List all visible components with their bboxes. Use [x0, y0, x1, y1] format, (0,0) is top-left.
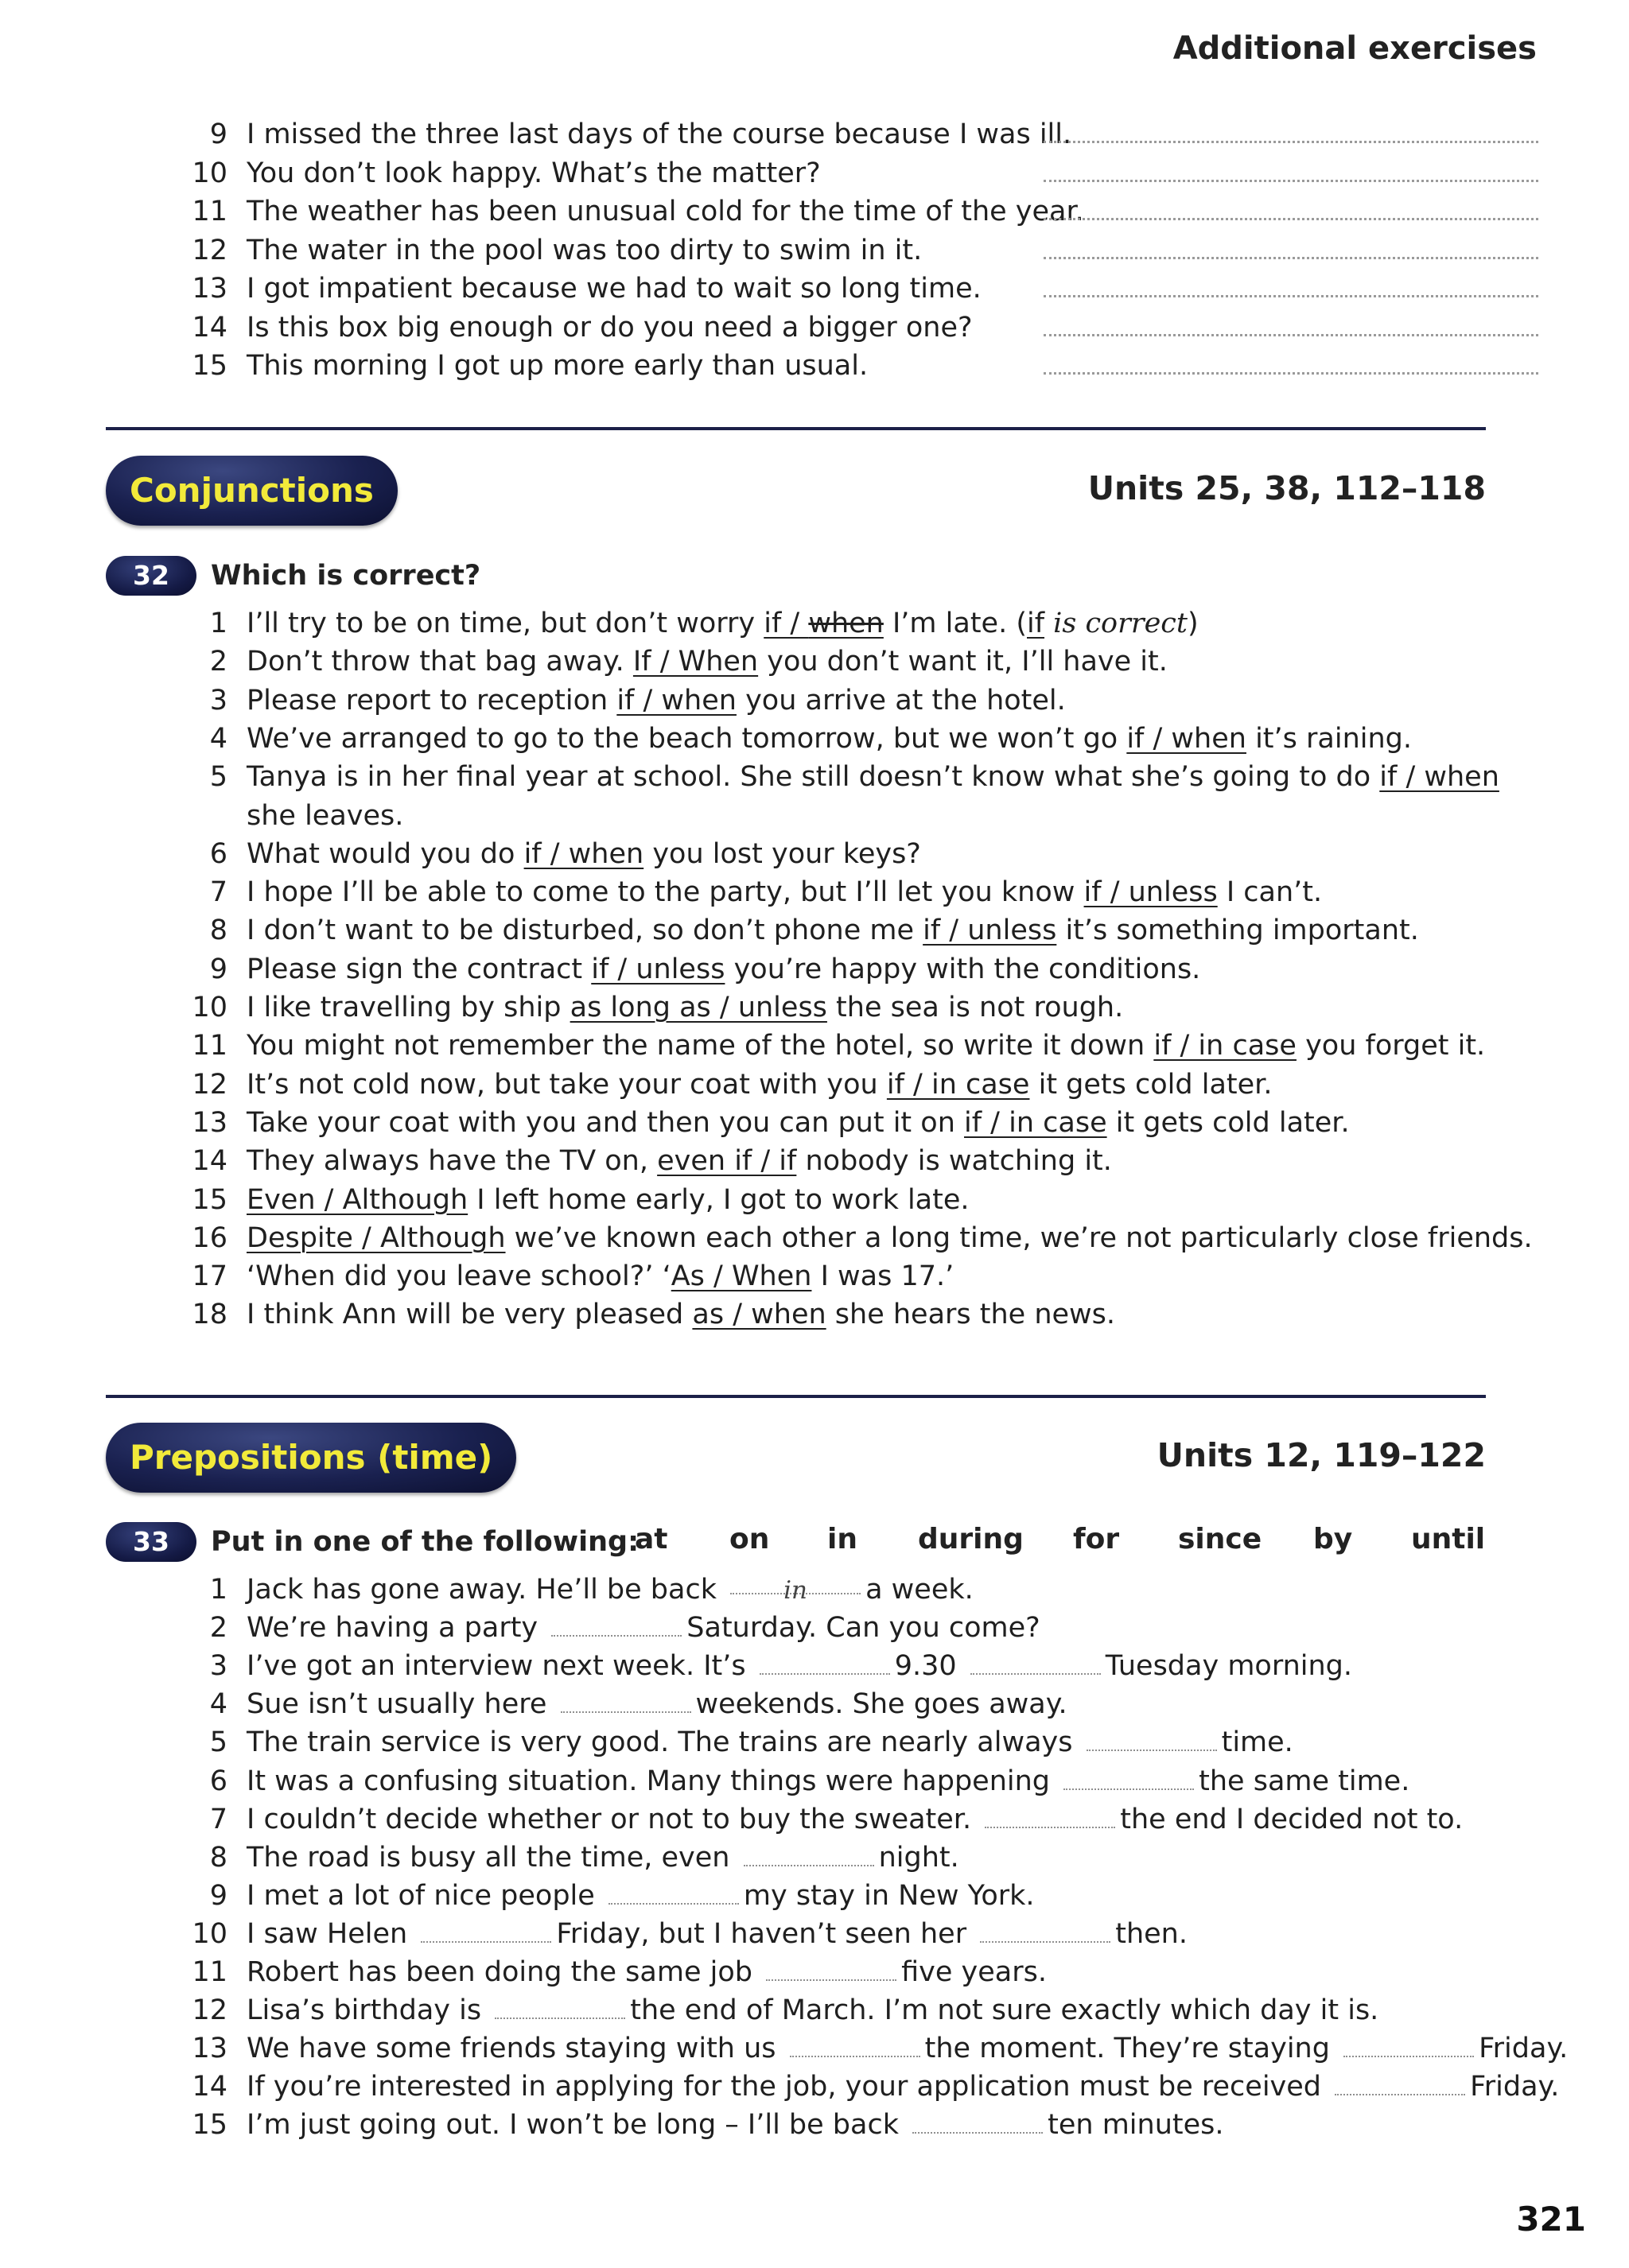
list-item — [56, 2106, 1629, 2145]
list-item — [56, 154, 1629, 193]
item-number: 4 — [209, 722, 227, 755]
item-text — [247, 1609, 1040, 1648]
list-item — [56, 720, 1629, 759]
sentence-part: 9.30 — [894, 1650, 966, 1683]
sentence-part: I hope I’ll be able to come to the party, but I’ll let you know — [247, 876, 1084, 909]
answer-gap[interactable] — [1063, 1766, 1194, 1790]
sentence-part: ) — [1187, 608, 1199, 639]
item-number: 8 — [209, 1841, 227, 1874]
answer-line[interactable] — [1044, 180, 1538, 182]
answer-gap[interactable] — [1087, 1727, 1217, 1751]
sentence-part: nobody is watching it. — [796, 1145, 1112, 1178]
item-number: 13 — [192, 1106, 227, 1139]
word-bank-item: in — [827, 1523, 857, 1555]
item-number: 7 — [209, 876, 227, 909]
exercise-number-badge: 32 — [106, 556, 196, 596]
sentence-part: I’ll try to be on time, but don’t worry — [247, 608, 764, 639]
sentence-part: Jack has gone away. He’ll be back — [247, 1574, 726, 1606]
choice-text: if / in case — [886, 1068, 1030, 1101]
item-number: 13 — [192, 273, 227, 305]
choice-options[interactable] — [692, 1299, 826, 1330]
sentence-part: the same time. — [1199, 1765, 1410, 1797]
sentence-part: you’re happy with the conditions. — [725, 953, 1201, 985]
item-text — [247, 1066, 1272, 1105]
sentence-part: it gets cold later. — [1106, 1106, 1350, 1139]
sentence-part: a week. — [865, 1574, 974, 1606]
item-text — [247, 1685, 1067, 1724]
choice-options[interactable] — [964, 1107, 1107, 1139]
sentence-part: you don’t want it, I’ll have it. — [758, 646, 1168, 678]
sentence-part: Friday, but I haven’t seen her — [556, 1917, 976, 1950]
sentence-part: If you’re interested in applying for the job, your application must be received — [247, 2071, 1331, 2103]
item-text — [247, 1142, 1112, 1181]
choice-text: even if / if — [657, 1145, 797, 1178]
answer-gap[interactable] — [970, 1651, 1101, 1675]
choice-text: if / when — [1126, 722, 1246, 755]
sentence-part: I can’t. — [1217, 876, 1323, 909]
item-text — [247, 643, 1168, 682]
sentence-part: then. — [1115, 1917, 1188, 1950]
answer-line[interactable] — [1044, 372, 1538, 375]
list-item — [56, 873, 1629, 912]
sentence-part: I couldn’t decide whether or not to buy the sweater. — [247, 1803, 981, 1835]
item-text — [247, 1257, 954, 1296]
choice-options[interactable] — [570, 992, 827, 1023]
list-item — [56, 1104, 1629, 1143]
item-number: 17 — [192, 1260, 227, 1293]
sentence-part: I don’t want to be disturbed, so don’t phone me — [247, 915, 923, 947]
item-text: You don’t look happy. What’s the matter? — [247, 157, 821, 189]
answer-gap[interactable] — [551, 1613, 682, 1637]
list-item — [56, 604, 1629, 643]
item-number: 1 — [209, 1574, 227, 1606]
sentence-part: We’re having a party — [247, 1612, 547, 1645]
list-item — [56, 192, 1629, 231]
answer-gap[interactable] — [744, 1843, 874, 1866]
answer-line[interactable] — [1044, 218, 1538, 220]
item-number: 14 — [192, 2071, 227, 2103]
word-bank-item: for — [1073, 1523, 1120, 1555]
answer-gap[interactable] — [912, 2110, 1043, 2134]
sentence-part: night. — [878, 1841, 959, 1874]
sentence-part: Saturday. Can you come? — [686, 1612, 1040, 1645]
choice-options[interactable] — [247, 1184, 468, 1216]
choice-options[interactable] — [591, 953, 725, 985]
choice-text: as / when — [692, 1299, 826, 1331]
item-text — [247, 604, 1199, 643]
section-title-conjunctions: Conjunctions — [106, 456, 398, 526]
choice-text: if / unless — [923, 915, 1057, 947]
list-item — [56, 1953, 1629, 1992]
word-bank-item: at — [635, 1523, 668, 1555]
item-number: 15 — [192, 350, 227, 382]
sentence-part: I was 17.’ — [811, 1260, 954, 1293]
section-divider — [106, 1395, 1486, 1398]
item-text — [247, 1915, 1188, 1954]
item-text: The weather has been unusual cold for the time of the year. — [247, 196, 1084, 227]
item-text — [247, 2106, 1224, 2145]
choice-text: if / unless — [591, 953, 725, 985]
sentence-part: you arrive at the hotel. — [736, 684, 1066, 717]
item-text — [247, 1181, 970, 1220]
list-item — [56, 1295, 1629, 1334]
item-number: 5 — [209, 761, 227, 794]
list-item — [56, 1609, 1629, 1648]
choice-text: as long as / unless — [570, 992, 827, 1023]
item-text: I got impatient because we had to wait so long time. — [247, 273, 982, 305]
item-number: 15 — [192, 2109, 227, 2142]
list-item — [56, 1571, 1629, 1610]
sentence-part: Tanya is in her final year at school. She still doesn’t know what she’s going to do — [247, 761, 1380, 794]
item-number: 11 — [192, 1030, 227, 1062]
answer-gap[interactable] — [495, 1995, 625, 2019]
choice-text: As / When — [671, 1260, 812, 1293]
choice-text: if / unless — [1083, 876, 1218, 909]
answer-gap[interactable] — [1343, 2033, 1474, 2057]
item-text — [247, 1991, 1378, 2030]
choice-options[interactable] — [764, 608, 884, 639]
sentence-part: I met a lot of nice people — [247, 1879, 604, 1912]
answer-gap[interactable] — [421, 1919, 551, 1943]
exercise-instruction: Put in one of the following: — [211, 1526, 640, 1558]
sentence-part: time. — [1221, 1726, 1293, 1759]
list-item — [56, 682, 1629, 720]
sentence-part: We’ve arranged to go to the beach tomorrow, but we won’t go — [247, 722, 1127, 755]
answer-line[interactable] — [1044, 257, 1538, 259]
choice-options[interactable] — [1153, 1030, 1297, 1062]
sentence-part: weekends. She goes away. — [695, 1688, 1067, 1721]
answer-line[interactable] — [1044, 141, 1538, 143]
choice-text: if / when — [523, 837, 644, 870]
item-text — [247, 797, 403, 836]
list-item — [56, 835, 1629, 874]
item-number: 13 — [192, 2033, 227, 2065]
word-bank-item: until — [1411, 1523, 1486, 1555]
answer-gap[interactable] — [730, 1571, 861, 1605]
list-item — [56, 1915, 1629, 1954]
list-item — [56, 1066, 1629, 1105]
item-text — [247, 1219, 1533, 1258]
choice-options[interactable] — [524, 838, 644, 870]
item-number: 11 — [192, 1956, 227, 1988]
exercise-instruction: Which is correct? — [211, 560, 481, 592]
answer-note: is correct — [1044, 608, 1188, 639]
item-number: 5 — [209, 1726, 227, 1759]
choice-options[interactable] — [1379, 761, 1499, 793]
sentence-part: five years. — [901, 1956, 1047, 1988]
answer-gap[interactable] — [561, 1689, 691, 1713]
list-item — [56, 270, 1629, 309]
choice-options[interactable] — [923, 915, 1056, 946]
sentence-part: Don’t throw that bag away. — [247, 646, 633, 678]
item-text — [247, 1104, 1350, 1143]
choice-options[interactable] — [1084, 876, 1218, 908]
word-bank-item: since — [1178, 1523, 1262, 1555]
list-item — [56, 758, 1629, 797]
choice-text: if / in case — [1153, 1030, 1297, 1062]
answer-gap[interactable] — [760, 1651, 890, 1675]
list-item — [56, 115, 1629, 154]
sentence-part: I saw Helen — [247, 1917, 417, 1950]
sentence-part: It’s not cold now, but take your coat with you — [247, 1068, 887, 1101]
list-item — [56, 988, 1629, 1027]
list-item — [56, 2029, 1629, 2068]
item-number: 12 — [192, 234, 227, 266]
sentence-part: Please sign the contract — [247, 953, 592, 985]
sentence-part: the moment. They’re staying — [924, 2033, 1339, 2065]
list-item — [56, 797, 1629, 836]
item-number: 3 — [209, 684, 227, 717]
sentence-part: Lisa’s birthday is — [247, 1994, 491, 2027]
sentence-part: They always have the TV on, — [247, 1145, 658, 1178]
list-item — [56, 643, 1629, 682]
answer-gap[interactable] — [790, 2033, 920, 2057]
answer-gap[interactable] — [980, 1919, 1110, 1943]
answer-gap[interactable] — [985, 1804, 1115, 1828]
sentence-part: it’s raining. — [1246, 722, 1413, 755]
item-text — [247, 988, 1123, 1027]
answer-gap[interactable] — [608, 1881, 739, 1905]
list-item — [56, 231, 1629, 270]
crossed-out-choice: when — [808, 608, 884, 639]
choice-options[interactable] — [633, 646, 758, 678]
list-item — [56, 1257, 1629, 1296]
item-text — [247, 758, 1499, 797]
item-number: 7 — [209, 1803, 227, 1835]
sentence-part: I think Ann will be very pleased — [247, 1299, 693, 1331]
sentence-part: my stay in New York. — [743, 1879, 1035, 1912]
item-number: 14 — [192, 1145, 227, 1178]
sentence-part: What would you do — [247, 837, 524, 870]
item-text — [247, 835, 921, 874]
item-number: 10 — [192, 157, 227, 189]
sentence-part: you lost your keys? — [643, 837, 921, 870]
sentence-part: Please report to reception — [247, 684, 617, 717]
list-item — [56, 1027, 1629, 1066]
sentence-part: ten minutes. — [1048, 2109, 1224, 2142]
item-number: 14 — [192, 311, 227, 344]
sentence-part: you forget it. — [1296, 1030, 1486, 1062]
list-item — [56, 1800, 1629, 1839]
list-item — [56, 1839, 1629, 1878]
item-text — [247, 1571, 974, 1610]
list-item — [56, 347, 1629, 386]
word-bank-item: on — [729, 1523, 770, 1555]
sentence-part: the sea is not rough. — [826, 992, 1124, 1023]
units-reference: Units 25, 38, 112–118 — [1087, 469, 1486, 507]
list-item — [56, 1762, 1629, 1801]
item-text — [247, 1953, 1047, 1992]
item-text — [247, 873, 1322, 912]
list-item — [56, 1219, 1629, 1258]
list-item — [56, 309, 1629, 348]
item-text — [247, 1839, 959, 1878]
choice-options[interactable] — [671, 1260, 812, 1292]
item-number: 9 — [209, 953, 227, 985]
answer-gap[interactable] — [1335, 2072, 1465, 2095]
item-number: 8 — [209, 915, 227, 947]
answer-gap[interactable] — [766, 1957, 896, 1981]
word-bank-item: by — [1313, 1523, 1353, 1555]
item-number: 9 — [209, 118, 227, 150]
list-item — [56, 950, 1629, 989]
section-divider — [106, 427, 1486, 430]
sentence-part: The train service is very good. The trains are nearly always — [247, 1726, 1082, 1759]
choice-options[interactable] — [1126, 723, 1246, 755]
sentence-part: The road is busy all the time, even — [247, 1841, 739, 1874]
sentence-part: We have some friends staying with us — [247, 2033, 785, 2065]
choice-text: If / When — [632, 646, 759, 678]
choice-options[interactable] — [887, 1069, 1030, 1101]
list-item — [56, 911, 1629, 950]
item-text — [247, 682, 1066, 720]
choice-options[interactable] — [657, 1145, 796, 1177]
list-item — [56, 1181, 1629, 1220]
item-text: This morning I got up more early than usual. — [247, 350, 869, 382]
choice-text: if / in case — [964, 1106, 1107, 1139]
item-number: 6 — [209, 1765, 227, 1797]
page-number: 321 — [1516, 2200, 1586, 2239]
sentence-part: she hears the news. — [826, 1299, 1116, 1331]
sentence-part: it’s something important. — [1056, 915, 1419, 947]
sentence-part: the end of March. I’m not sure exactly which day it is. — [630, 1994, 1379, 2027]
sentence-part: I’m just going out. I won’t be long – I’ll be back — [247, 2109, 908, 2142]
item-text — [247, 2068, 1559, 2107]
sentence-part: I like travelling by ship — [247, 992, 570, 1023]
item-text — [247, 950, 1200, 989]
item-text — [247, 2029, 1568, 2068]
item-number: 2 — [209, 1612, 227, 1645]
list-item — [56, 1142, 1629, 1181]
example-answer: if — [1027, 608, 1045, 639]
sentence-part: she leaves. — [247, 799, 404, 832]
item-text — [247, 911, 1419, 950]
choice-text: if / — [764, 608, 809, 639]
item-text — [247, 1762, 1409, 1801]
list-item — [56, 1991, 1629, 2030]
choice-options[interactable] — [247, 1222, 506, 1254]
item-number: 6 — [209, 837, 227, 870]
choice-text: if / when — [616, 684, 737, 717]
sentence-part: it gets cold later. — [1029, 1068, 1273, 1101]
sentence-part: Robert has been doing the same job — [247, 1956, 762, 1988]
item-number: 10 — [192, 1917, 227, 1950]
sentence-part: Take your coat with you and then you can put it on — [247, 1106, 965, 1139]
sentence-part: the end I decided not to. — [1120, 1803, 1464, 1835]
list-item — [56, 2068, 1629, 2107]
item-number: 10 — [192, 992, 227, 1023]
item-text: I missed the three last days of the course because I was ill. — [247, 118, 1072, 150]
exercise-number-badge: 33 — [106, 1522, 196, 1562]
item-number: 12 — [192, 1994, 227, 2027]
answer-line[interactable] — [1044, 295, 1538, 297]
item-text — [247, 720, 1412, 759]
handwritten-answer: in — [783, 1576, 808, 1605]
choice-text: Despite / Although — [247, 1221, 506, 1254]
sentence-part: I’m late. ( — [883, 608, 1027, 639]
list-item — [56, 1685, 1629, 1724]
sentence-part: Friday. — [1470, 2071, 1560, 2103]
item-number: 9 — [209, 1879, 227, 1912]
answer-line[interactable] — [1044, 334, 1538, 336]
choice-text: if / when — [1379, 761, 1499, 794]
running-header: Additional exercises — [1172, 30, 1537, 67]
sentence-part: I left home early, I got to work late. — [468, 1183, 970, 1216]
sentence-part: we’ve known each other a long time, we’re not particularly close friends. — [505, 1221, 1533, 1254]
item-text — [247, 1295, 1115, 1334]
item-text — [247, 1723, 1293, 1762]
choice-options[interactable] — [616, 685, 737, 717]
units-reference: Units 12, 119–122 — [1157, 1436, 1486, 1474]
item-number: 15 — [192, 1183, 227, 1216]
item-text — [247, 1647, 1352, 1686]
sentence-part: ‘When did you leave school?’ ‘ — [247, 1260, 671, 1293]
sentence-part: You might not remember the name of the hotel, so write it down — [247, 1030, 1154, 1062]
item-number: 11 — [192, 196, 227, 227]
sentence-part: It was a confusing situation. Many things were happening — [247, 1765, 1059, 1797]
item-number: 2 — [209, 646, 227, 678]
list-item — [56, 1723, 1629, 1762]
list-item — [56, 1647, 1629, 1686]
sentence-part: I’ve got an interview next week. It’s — [247, 1650, 755, 1683]
item-number: 3 — [209, 1650, 227, 1683]
item-number: 18 — [192, 1299, 227, 1331]
choice-text: Even / Although — [247, 1183, 468, 1216]
list-item — [56, 1877, 1629, 1916]
item-text — [247, 1800, 1463, 1839]
sentence-part: Sue isn’t usually here — [247, 1688, 556, 1721]
sentence-part: Tuesday morning. — [1105, 1650, 1353, 1683]
section-title-prepositions: Prepositions (time) — [106, 1423, 516, 1493]
item-number: 4 — [209, 1688, 227, 1721]
item-number: 16 — [192, 1221, 227, 1254]
item-text: The water in the pool was too dirty to swim in it. — [247, 234, 923, 266]
item-number: 12 — [192, 1068, 227, 1101]
item-text: Is this box big enough or do you need a bigger one? — [247, 311, 973, 344]
item-number: 1 — [209, 608, 227, 639]
word-bank-item: during — [918, 1523, 1024, 1555]
word-bank — [0, 1523, 1629, 1563]
item-text — [247, 1877, 1035, 1916]
item-text — [247, 1027, 1485, 1066]
sentence-part: Friday. — [1479, 2033, 1569, 2065]
